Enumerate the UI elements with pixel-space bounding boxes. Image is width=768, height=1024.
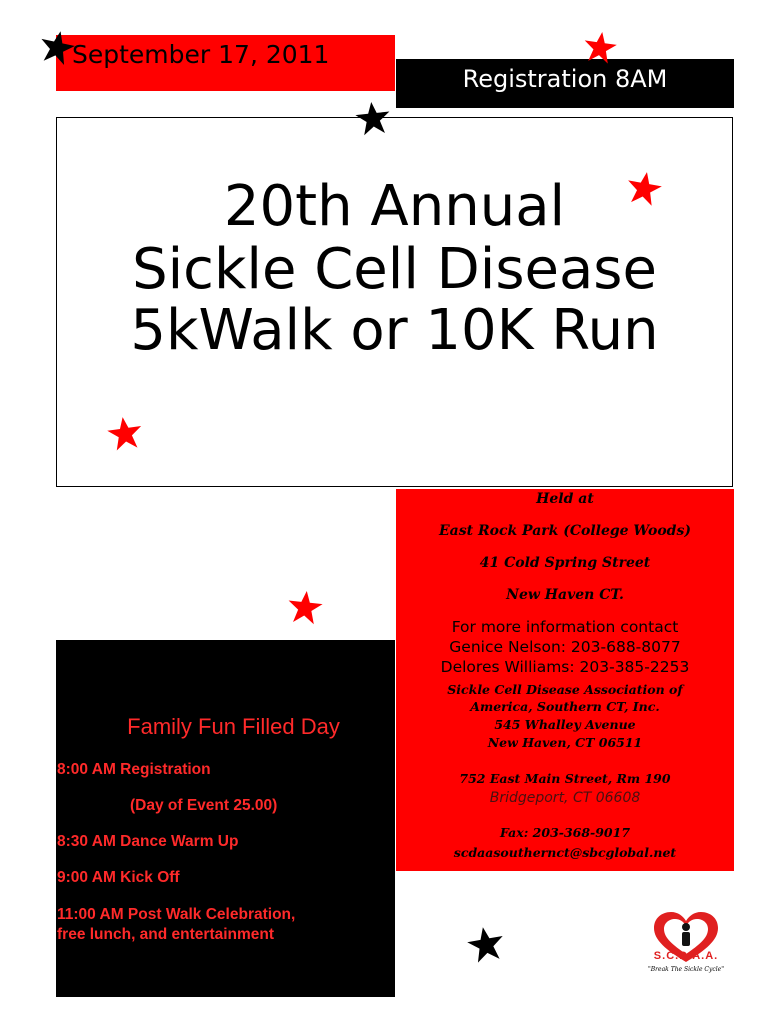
venue-park: East Rock Park (College Woods)	[439, 523, 691, 539]
fax-number: Fax: 203-368-9017	[499, 825, 631, 840]
schedule-item: 11:00 AM Post Walk Celebration,	[57, 906, 296, 923]
logo-name: S.C.D.A.A.	[653, 950, 719, 962]
schedule-item: 8:00 AM Registration	[57, 761, 211, 778]
org-address-1: 545 Whalley Avenue	[494, 717, 636, 732]
schedule-item: 8:30 AM Dance Warm Up	[57, 833, 239, 850]
registration-time: Registration 8AM	[462, 65, 668, 93]
logo-tagline: "Break The Sickle Cycle"	[647, 966, 724, 973]
org-address-2: New Haven, CT 06511	[487, 735, 643, 750]
org-name-line-1: Sickle Cell Disease Association of	[447, 682, 683, 697]
schedule-item: (Day of Event 25.00)	[130, 797, 278, 814]
venue-city: New Haven CT.	[506, 587, 624, 603]
contact-genice: Genice Nelson: 203-688-8077	[449, 638, 681, 656]
star-icon	[466, 925, 506, 965]
venue-panel	[396, 489, 734, 871]
star-icon	[38, 29, 76, 67]
org-address-4: Bridgeport, CT 06608	[489, 790, 641, 806]
title-line-1: 20th Annual	[223, 174, 566, 239]
event-date: September 17, 2011	[72, 40, 330, 69]
star-icon	[286, 589, 324, 627]
star-icon	[625, 170, 663, 208]
star-icon	[354, 100, 392, 138]
org-address-3: 752 East Main Street, Rm 190	[459, 771, 671, 786]
title-line-3: 5kWalk or 10K Run	[130, 298, 659, 363]
star-icon	[106, 415, 144, 453]
star-icon	[582, 30, 618, 66]
schedule-item: free lunch, and entertainment	[57, 926, 275, 943]
schedule-item: 9:00 AM Kick Off	[57, 869, 180, 886]
contact-intro: For more information contact	[451, 618, 679, 636]
org-name-line-2: America, Southern CT, Inc.	[470, 699, 660, 714]
held-at-label: Held at	[536, 491, 594, 507]
email-address: scdaasouthernct@sbcglobal.net	[453, 845, 677, 860]
venue-street: 41 Cold Spring Street	[479, 555, 651, 571]
title-line-2: Sickle Cell Disease	[132, 237, 657, 302]
schedule-heading: Family Fun Filled Day	[127, 714, 340, 739]
contact-delores: Delores Williams: 203-385-2253	[440, 658, 690, 676]
